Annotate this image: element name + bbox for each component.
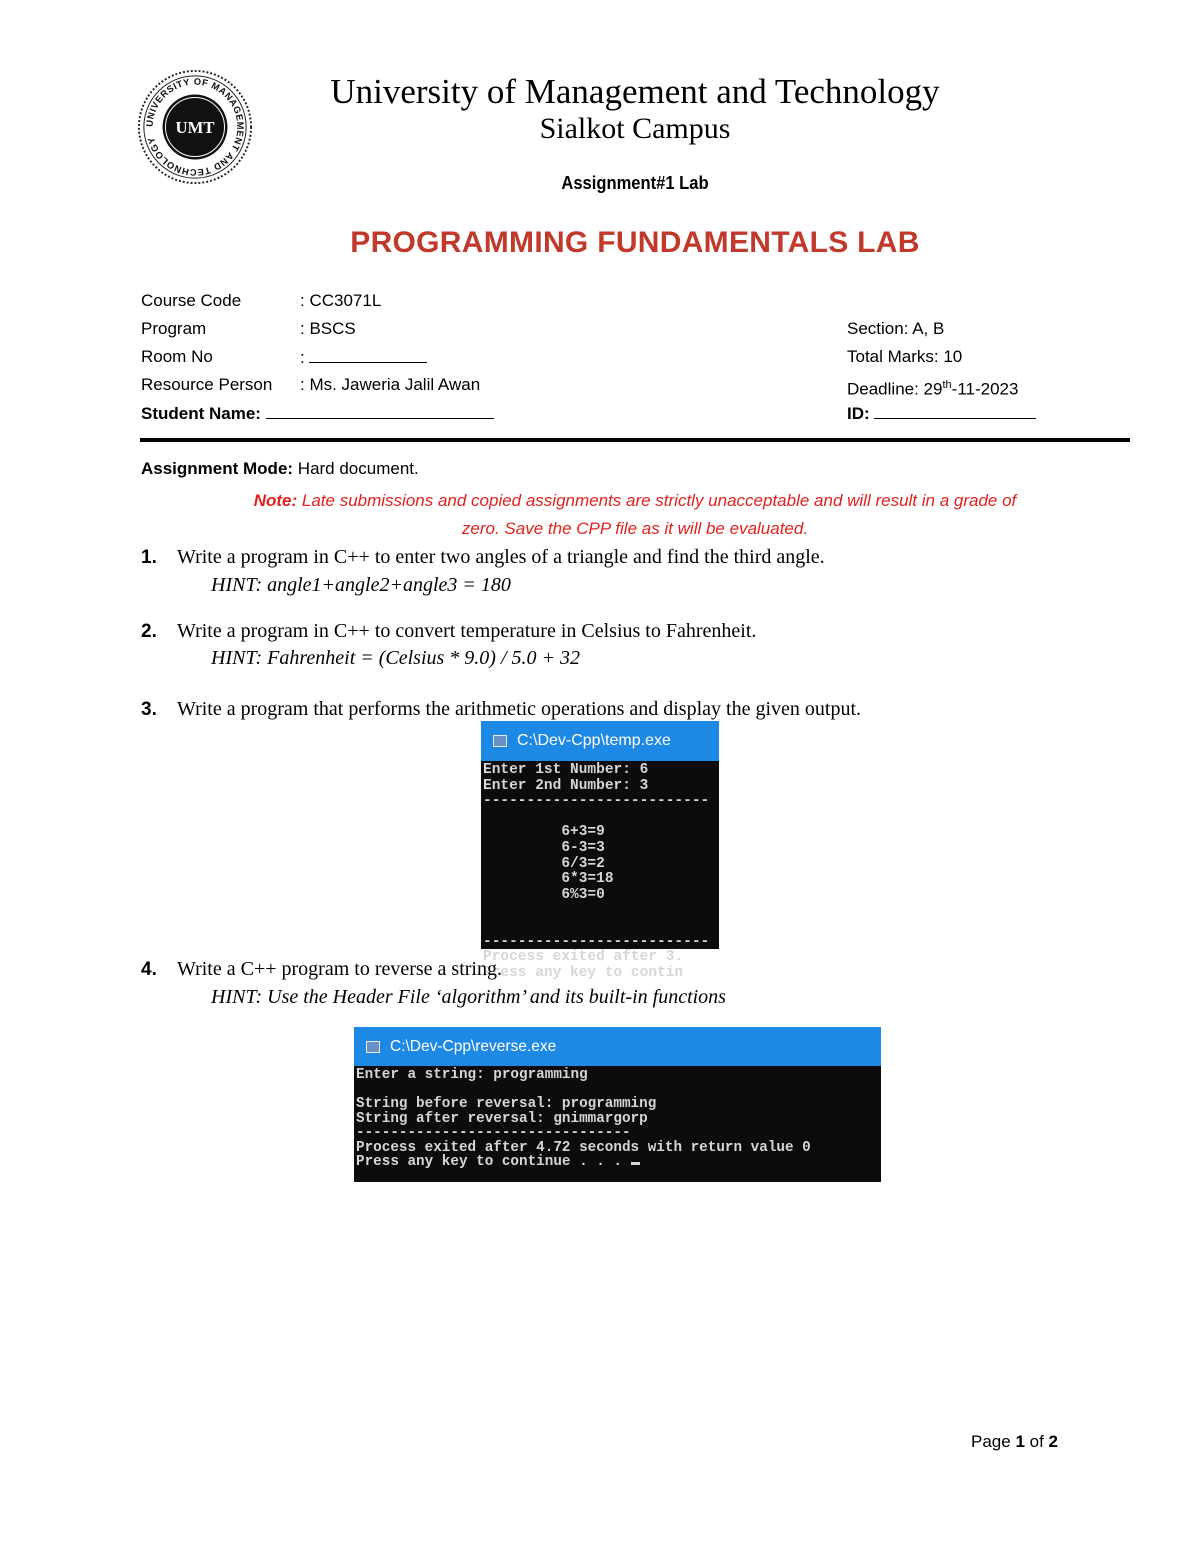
header-divider xyxy=(140,438,1130,442)
console-title-bar xyxy=(354,1027,881,1066)
question-number: 1. xyxy=(141,547,157,568)
program-label: Program xyxy=(141,319,207,338)
question-hint: HINT: Use the Header File ‘algorithm’ and its built-in functions xyxy=(211,986,726,1008)
console-window-temp xyxy=(481,721,719,981)
id-blank xyxy=(874,402,1036,419)
console-title: C:\Dev-Cpp\reverse.exe xyxy=(390,1037,557,1055)
console-line: Enter a string: programming xyxy=(356,1067,588,1083)
course-code-label: Course Code xyxy=(141,291,242,310)
console-line xyxy=(483,903,719,919)
mode-label: Assignment Mode: xyxy=(141,459,294,478)
console-line xyxy=(483,919,719,935)
university-title: University of Management and Technology xyxy=(330,72,940,111)
umt-logo xyxy=(136,68,254,186)
student-name-blank xyxy=(266,402,494,419)
program-value: : BSCS xyxy=(300,319,356,338)
console-line: 6%3=0 xyxy=(483,886,605,903)
room-blank xyxy=(309,346,427,363)
console-line: Process exited after 4.72 seconds with return value 0 xyxy=(356,1139,811,1156)
console-output xyxy=(481,761,719,981)
course-title: PROGRAMMING FUNDAMENTALS LAB xyxy=(350,226,920,259)
console-title: C:\Dev-Cpp\temp.exe xyxy=(517,732,671,749)
console-line: 6/3=2 xyxy=(483,855,605,872)
console-cursor xyxy=(631,1162,640,1165)
page-prefix: Page xyxy=(971,1432,1016,1451)
console-output xyxy=(354,1066,881,1170)
console-title-bar xyxy=(481,721,719,761)
console-line: 6-3=3 xyxy=(483,839,605,856)
student-name-field xyxy=(141,402,494,425)
deadline xyxy=(847,374,1018,401)
resource-person-label: Resource Person xyxy=(141,375,273,394)
console-line: Press any key to continue . . . xyxy=(356,1155,881,1170)
question-number: 3. xyxy=(141,699,157,720)
console-window-icon xyxy=(493,735,507,747)
note-text-2: zero. Save the CPP file as it will be evaluated. xyxy=(461,519,809,538)
section-value: Section: A, B xyxy=(847,319,945,338)
total-marks: Total Marks: 10 xyxy=(847,347,963,366)
console-line xyxy=(356,1083,881,1098)
page-number xyxy=(971,1432,1058,1452)
console-line: String before reversal: programming xyxy=(356,1096,657,1112)
console-window-icon xyxy=(366,1041,380,1053)
console-line: 6*3=18 xyxy=(483,871,614,888)
console-line: Press any key to contin xyxy=(483,964,684,981)
page-total: 2 xyxy=(1048,1432,1058,1451)
room-field xyxy=(300,346,427,369)
question-hint: HINT: Fahrenheit = (Celsius * 9.0) / 5.0 + 32 xyxy=(211,647,581,669)
mode-value: Hard document. xyxy=(293,459,419,478)
note-label: Note: xyxy=(253,491,298,510)
room-colon: : xyxy=(300,348,305,367)
campus-name: Sialkot Campus xyxy=(539,112,731,145)
assignment-mode xyxy=(141,459,419,479)
console-line: Process exited after 3. xyxy=(483,949,684,966)
console-line: Enter 2nd Number: 3 xyxy=(483,777,649,794)
console-line xyxy=(483,810,719,826)
page-of: of xyxy=(1024,1432,1049,1451)
console-line: -------------------------- xyxy=(483,793,710,810)
question-hint: HINT: angle1+angle2+angle3 = 180 xyxy=(211,574,511,596)
page-current: 1 xyxy=(1015,1432,1025,1451)
logo-center-text: UMT xyxy=(175,117,215,137)
logo-ring-text: UNIVERSITY OF MANAGEMENT AND TECHNOLOGY xyxy=(144,76,246,178)
question-text: Write a program that performs the arithmetic operations and display the given output. xyxy=(177,698,861,720)
console-line: Enter 1st Number: 6 xyxy=(483,762,649,778)
console-window-reverse xyxy=(354,1027,881,1182)
question-number: 4. xyxy=(141,959,157,980)
deadline-sup: th xyxy=(942,379,952,391)
assignment-title: Assignment#1 Lab xyxy=(561,173,709,193)
resource-person-value: : Ms. Jaweria Jalil Awan xyxy=(300,375,481,394)
question-text: Write a C++ program to reverse a string. xyxy=(177,958,502,980)
deadline-rest: -11-2023 xyxy=(951,379,1019,399)
id-field xyxy=(847,402,1036,425)
room-label: Room No xyxy=(141,347,213,366)
question-text: Write a program in C++ to convert temperature in Celsius to Fahrenheit. xyxy=(177,620,757,642)
id-label: ID: xyxy=(847,404,870,423)
console-line: -------------------------- xyxy=(483,933,710,950)
deadline-label: Deadline: 29 xyxy=(847,379,943,399)
course-code-value: : CC3071L xyxy=(300,291,382,310)
console-line: 6+3=9 xyxy=(483,824,605,841)
late-note xyxy=(140,487,1130,543)
note-text: Late submissions and copied assignments are strictly unacceptable and will result in a grade of xyxy=(297,491,1017,510)
console-line: String after reversal: gnimmargorp xyxy=(356,1110,648,1127)
console-line: -------------------------------- xyxy=(356,1125,631,1141)
question-number: 2. xyxy=(141,621,157,642)
question-text: Write a program in C++ to enter two angles of a triangle and find the third angle. xyxy=(177,546,825,568)
student-name-label: Student Name: xyxy=(141,404,261,423)
